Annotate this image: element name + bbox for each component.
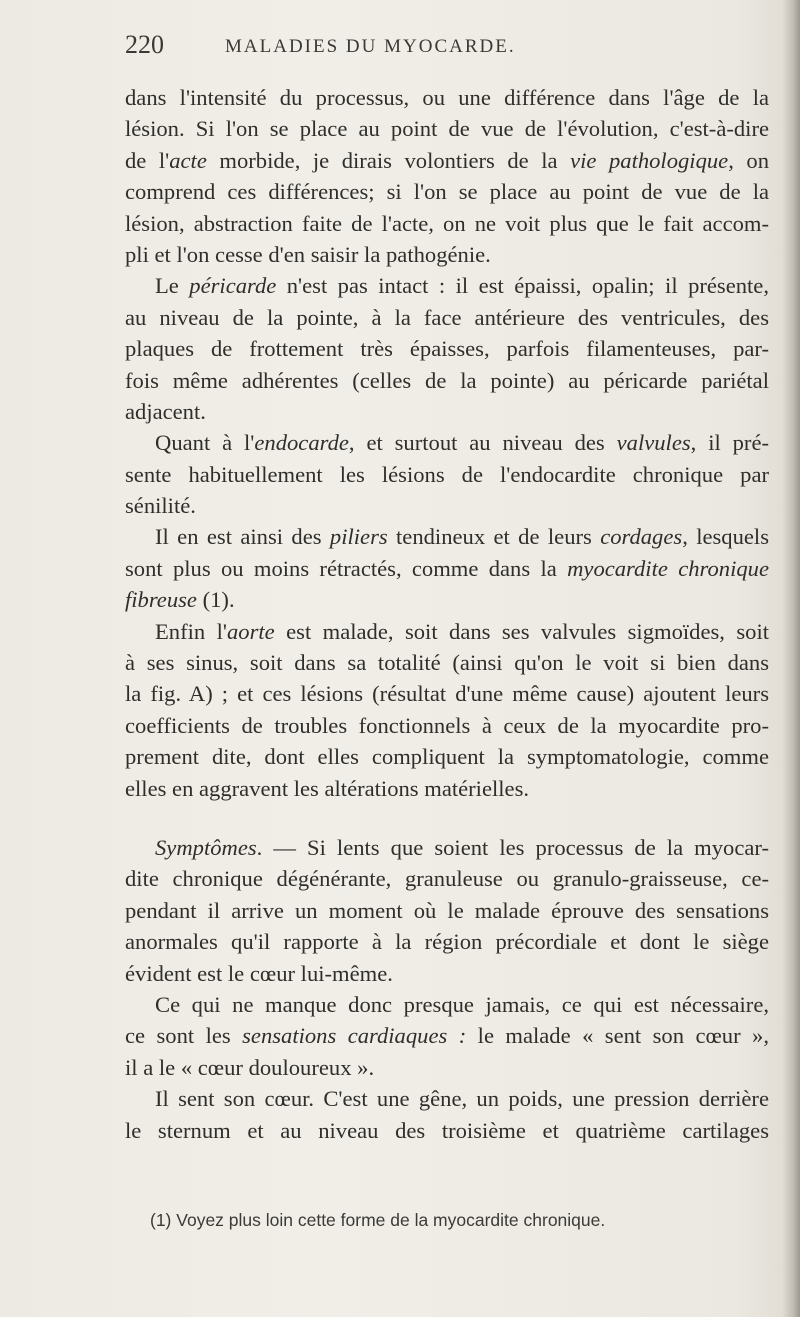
text-line: fois même adhérentes (celles de la pointe) au péricarde pariétal xyxy=(125,367,769,393)
text-line: sénilité. xyxy=(125,493,196,519)
body-text xyxy=(125,82,769,1146)
text-line: à ses sinus, soit dans sa totalité (ainsi qu'on le voit si bien dans xyxy=(125,650,769,676)
text-line: fibreuse (1). xyxy=(125,587,235,613)
text-line: Il sent son cœur. C'est une gêne, un poids, une pression derrière xyxy=(155,1086,769,1112)
text-line: ce sont les sensations cardiaques : le malade « sent son cœur », xyxy=(125,1023,769,1049)
text-line: dans l'intensité du processus, ou une différence dans l'âge de la xyxy=(125,85,769,110)
text-line: Il en est ainsi des piliers tendineux et de leurs cordages, lesquels xyxy=(155,524,770,550)
text-line: évident est le cœur lui-même. xyxy=(125,960,393,986)
text-line: lésion. Si l'on se place au point de vue de l'évolution, c'est-à-dire xyxy=(125,116,769,142)
section-gap xyxy=(125,804,769,832)
page-number: 220 xyxy=(125,30,164,59)
text-line: il a le « cœur douloureux ». xyxy=(125,1054,375,1080)
text-line: elles en aggravent les altérations matérielles. xyxy=(125,775,530,801)
text-line: Quant à l'endocarde, et surtout au niveau des valvules, il pré- xyxy=(155,430,770,456)
text-line: plaques de frottement très épaisses, parfois filamenteuses, par- xyxy=(125,336,769,362)
text-line: adjacent. xyxy=(125,398,206,424)
text-line: au niveau de la pointe, à la face antérieure des ventricules, des xyxy=(125,304,769,330)
text-line: anormales qu'il rapporte à la région précordiale et dont le siège xyxy=(125,929,769,955)
text-line: le sternum et au niveau des troisième et quatrième cartilages xyxy=(125,1117,769,1143)
text-line: de l'acte morbide, je dirais volontiers de la vie pathologique, on xyxy=(125,147,770,173)
text-line: Le péricarde n'est pas intact : il est épaissi, opalin; il présente, xyxy=(155,273,769,299)
text-line: la fig. A) ; et ces lésions (résultat d'une même cause) ajoutent leurs xyxy=(125,681,769,707)
text-line: prement dite, dont elles compliquent la symptomatologie, comme xyxy=(125,744,769,770)
text-line: comprend ces différences; si l'on se place au point de vue de la xyxy=(125,179,769,205)
text-line: coefficients de troubles fonctionnels à ceux de la myocardite pro- xyxy=(125,712,769,738)
text-line: sont plus ou moins rétractés, comme dans la myocardite chronique xyxy=(125,555,769,581)
text-line: Enfin l'aorte est malade, soit dans ses valvules sigmoïdes, soit xyxy=(155,618,769,644)
page-header xyxy=(125,30,765,70)
text-line: Symptômes. — Si lents que soient les processus de la myocar- xyxy=(155,834,769,860)
footnote: (1) Voyez plus loin cette forme de la myocardite chronique. xyxy=(150,1210,606,1230)
text-line: pendant il arrive un moment où le malade éprouve des sensations xyxy=(125,897,769,923)
page-edge-shadow xyxy=(782,0,800,1317)
text-line: lésion, abstraction faite de l'acte, on ne voit plus que le fait accom- xyxy=(125,210,769,236)
text-line: sente habituellement les lésions de l'endocardite chronique par xyxy=(125,461,769,487)
text-line: pli et l'on cesse d'en saisir la pathogénie. xyxy=(125,241,491,267)
text-line: Ce qui ne manque donc presque jamais, ce qui est nécessaire, xyxy=(155,991,769,1017)
text-line: dite chronique dégénérante, granuleuse ou granulo-graisseuse, ce- xyxy=(125,866,769,892)
running-head: MALADIES DU MYOCARDE. xyxy=(225,36,516,57)
